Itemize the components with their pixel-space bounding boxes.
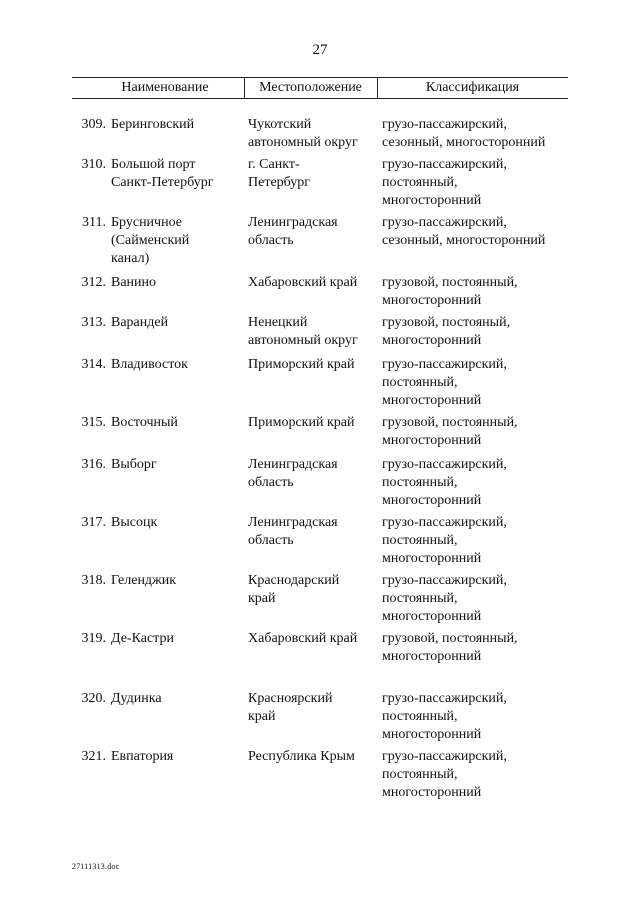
port-location-cell [248, 572, 380, 608]
port-name-line: Владивосток [111, 357, 188, 372]
port-name-cell [111, 116, 246, 134]
port-location-cell [248, 214, 380, 250]
port-classification-line: многосторонний [382, 609, 482, 624]
row-number-cell [72, 356, 106, 374]
port-location-cell [248, 514, 380, 550]
port-location-line: Ненецкий [248, 315, 308, 330]
row-number-line: 317. [81, 515, 106, 530]
port-classification-cell [382, 274, 572, 310]
port-name-line: Дудинка [111, 691, 162, 706]
port-location-cell [248, 630, 380, 648]
port-location-cell [248, 314, 380, 350]
row-number-line: 320. [81, 691, 106, 706]
port-classification-line: многосторонний [382, 727, 482, 742]
port-classification-line: грузо-пассажирский, [382, 515, 507, 530]
port-classification-cell [382, 748, 572, 802]
footer-filename: 27111313.doc [72, 862, 120, 871]
row-number-cell [72, 456, 106, 474]
port-location-line: Красноярский [248, 691, 333, 706]
port-name-line: Выборг [111, 457, 157, 472]
header-top-rule [72, 77, 568, 78]
port-name-cell [111, 572, 246, 590]
port-location-line: автономный округ [248, 333, 358, 348]
port-location-cell [248, 156, 380, 192]
port-name-line: Восточный [111, 415, 178, 430]
port-name-line: канал) [111, 251, 150, 266]
port-name-line: Де-Кастри [111, 631, 174, 646]
port-classification-line: постоянный, [382, 767, 458, 782]
port-name-cell [111, 274, 246, 292]
row-number-cell [72, 116, 106, 134]
port-location-line: Ленинградская [248, 215, 338, 230]
port-name-line: Высоцк [111, 515, 158, 530]
port-location-line: Приморский край [248, 357, 355, 372]
row-number-cell [72, 514, 106, 532]
port-location-line: автономный округ [248, 135, 358, 150]
row-number-line: 310. [81, 157, 106, 172]
row-number-line: 318. [81, 573, 106, 588]
port-classification-line: сезонный, многосторонний [382, 233, 546, 248]
row-number-cell [72, 214, 106, 232]
row-number-line: 316. [81, 457, 106, 472]
port-classification-cell [382, 572, 572, 626]
port-name-line: Брусничное [111, 215, 182, 230]
port-location-line: Ленинградская [248, 457, 338, 472]
row-number-cell [72, 748, 106, 766]
row-number-line: 309. [81, 117, 106, 132]
column-header-classification: Классификация [425, 80, 520, 95]
port-classification-line: грузо-пассажирский, [382, 691, 507, 706]
port-name-cell [111, 748, 246, 766]
port-location-line: Приморский край [248, 415, 355, 430]
row-number-line: 311. [82, 215, 106, 230]
port-classification-line: многосторонний [382, 193, 482, 208]
port-name-cell [111, 156, 246, 192]
header-bottom-rule [72, 98, 568, 99]
port-name-cell [111, 356, 246, 374]
row-number-line: 321. [81, 749, 106, 764]
port-location-line: Хабаровский край [248, 631, 358, 646]
port-classification-line: многосторонний [382, 293, 482, 308]
port-name-cell [111, 414, 246, 432]
port-classification-line: многосторонний [382, 785, 482, 800]
port-location-line: край [248, 709, 276, 724]
row-number-line: 312. [81, 275, 106, 290]
port-classification-line: постоянный, [382, 375, 458, 390]
row-number-cell [72, 690, 106, 708]
port-location-cell [248, 456, 380, 492]
port-name-cell [111, 456, 246, 474]
port-name-cell [111, 214, 246, 268]
port-classification-line: грузо-пассажирский, [382, 157, 507, 172]
port-name-cell [111, 314, 246, 332]
row-number-cell [72, 414, 106, 432]
port-location-cell [248, 748, 380, 766]
port-classification-cell [382, 356, 572, 410]
port-classification-line: многосторонний [382, 493, 482, 508]
port-classification-cell [382, 630, 572, 666]
port-name-line: Беринговский [111, 117, 195, 132]
port-classification-cell [382, 214, 572, 250]
port-name-line: (Сайменский [111, 233, 190, 248]
port-location-line: г. Санкт- [248, 157, 300, 172]
port-classification-line: постоянный, [382, 533, 458, 548]
port-classification-line: грузо-пассажирский, [382, 357, 507, 372]
port-classification-cell [382, 414, 572, 450]
port-classification-line: грузо-пассажирский, [382, 749, 507, 764]
port-location-cell [248, 116, 380, 152]
port-name-line: Геленджик [111, 573, 177, 588]
port-classification-line: постоянный, [382, 591, 458, 606]
port-location-cell [248, 414, 380, 432]
row-number-cell [72, 274, 106, 292]
column-header-name: Наименование [121, 80, 209, 95]
port-location-line: Чукотский [248, 117, 312, 132]
port-location-line: край [248, 591, 276, 606]
port-classification-line: постоянный, [382, 175, 458, 190]
port-location-cell [248, 356, 380, 374]
port-name-line: Ванино [111, 275, 157, 290]
row-number-cell [72, 156, 106, 174]
port-name-line: Евпатория [111, 749, 174, 764]
port-classification-cell [382, 156, 572, 210]
port-classification-line: сезонный, многосторонний [382, 135, 546, 150]
row-number-cell [72, 314, 106, 332]
port-name-cell [111, 514, 246, 532]
port-classification-line: постоянный, [382, 709, 458, 724]
port-location-line: Ленинградская [248, 515, 338, 530]
port-classification-cell [382, 456, 572, 510]
page-number: 27 [312, 42, 328, 58]
port-classification-line: грузовой, постоянный, [382, 415, 518, 430]
port-location-line: Краснодарский [248, 573, 340, 588]
port-location-line: Хабаровский край [248, 275, 358, 290]
port-classification-line: грузо-пассажирский, [382, 573, 507, 588]
row-number-line: 313. [81, 315, 106, 330]
row-number-cell [72, 630, 106, 648]
port-location-cell [248, 274, 380, 292]
port-name-cell [111, 690, 246, 708]
row-number-line: 314. [81, 357, 106, 372]
port-location-cell [248, 690, 380, 726]
port-classification-line: грузовой, постояный, [382, 315, 511, 330]
port-classification-line: многосторонний [382, 649, 482, 664]
port-classification-line: грузо-пассажирский, [382, 117, 507, 132]
port-location-line: Республика Крым [248, 749, 355, 764]
port-name-cell [111, 630, 246, 648]
row-number-line: 319. [81, 631, 106, 646]
port-classification-line: постоянный, [382, 475, 458, 490]
column-header-location: Местоположение [259, 80, 362, 95]
port-location-line: область [248, 475, 294, 490]
port-classification-cell [382, 690, 572, 744]
port-classification-cell [382, 314, 572, 350]
port-classification-line: многосторонний [382, 433, 482, 448]
port-classification-line: многосторонний [382, 551, 482, 566]
port-name-line: Санкт-Петербург [111, 175, 214, 190]
port-classification-line: многосторонний [382, 393, 482, 408]
port-classification-line: грузо-пассажирский, [382, 457, 507, 472]
port-classification-line: грузо-пассажирский, [382, 215, 507, 230]
row-number-line: 315. [81, 415, 106, 430]
port-classification-cell [382, 116, 572, 152]
port-classification-line: грузовой, постоянный, [382, 631, 518, 646]
port-location-line: область [248, 233, 294, 248]
port-location-line: Петербург [248, 175, 310, 190]
port-name-line: Большой порт [111, 157, 196, 172]
port-name-line: Варандей [111, 315, 169, 330]
port-classification-cell [382, 514, 572, 568]
port-classification-line: грузовой, постоянный, [382, 275, 518, 290]
port-classification-line: многосторонний [382, 333, 482, 348]
row-number-cell [72, 572, 106, 590]
port-location-line: область [248, 533, 294, 548]
